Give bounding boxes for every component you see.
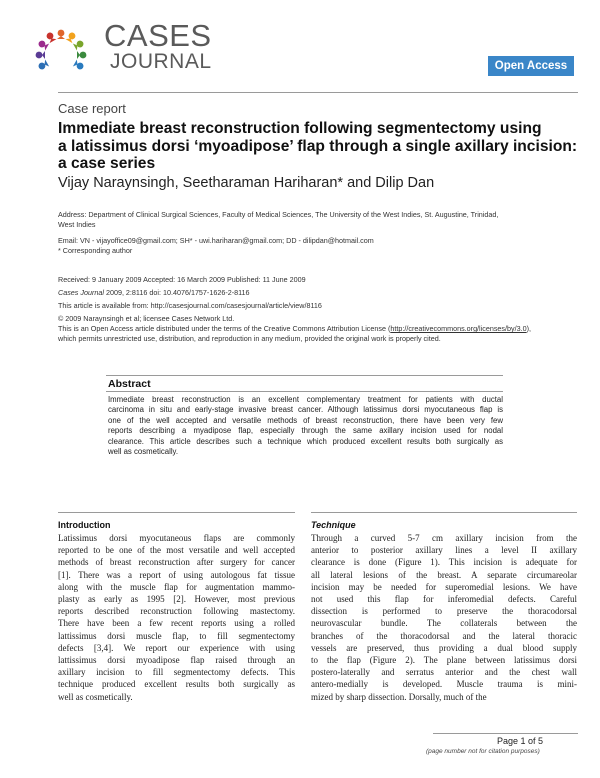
citation-details: 2009, 2:8116 doi: 10.4076/1757-1626-2-8116 xyxy=(103,288,250,297)
citation-line xyxy=(58,288,250,297)
address-line: Address: Department of Clinical Surgical Sciences, Faculty of Medical Sciences, The University of the West Indies, St. Augustine, Trinidad, xyxy=(58,210,499,219)
address-line: West Indies xyxy=(58,220,96,229)
license-line-2: which permits unrestricted use, distribution, and reproduction in any medium, provided the original work is properly cited. xyxy=(58,334,441,343)
copyright-line: © 2009 Naraynsingh et al; licensee Cases Network Ltd. xyxy=(58,314,235,323)
body-line: plasty as early as 1995 [2]. However, most previous xyxy=(58,594,295,605)
logo-figure xyxy=(73,60,85,72)
body-line: incision may be needed for superomedial lesions. We have xyxy=(311,581,577,592)
logo-figure xyxy=(36,51,45,59)
body-line: lattissimus dorsi muscle flap, to fill segmentectomy xyxy=(58,630,295,641)
body-line: methods of breast reconstruction after surgery for cancer xyxy=(58,557,295,568)
body-line: mized by sharp dissection. Dorsally, much of the xyxy=(311,691,487,702)
article-url-line: This article is available from: http://casesjournal.com/casesjournal/article/view/8116 xyxy=(58,301,322,310)
abstract-body xyxy=(108,395,503,457)
abstract-line: carcinoma in situ and early-stage invasive breast cancer. Although latissimus dorsi myocutaneous flap is xyxy=(108,405,503,415)
body-line: Latissimus dorsi myocutaneous flaps are commonly xyxy=(58,533,295,543)
logo-wordmark-journal: JOURNAL xyxy=(110,50,212,73)
body-line: reports described reconstruction following mastectomy. xyxy=(58,606,295,617)
logo-wordmark-cases: CASES xyxy=(104,18,212,53)
publication-dates: Received: 9 January 2009 Accepted: 16 March 2009 Published: 11 June 2009 xyxy=(58,275,306,284)
author-list: Vijay Naraynsingh, Seetharaman Hariharan* and Dilip Dan xyxy=(58,175,435,191)
abstract-line: well as cosmetically. xyxy=(108,447,179,457)
cases-journal-logo-icon xyxy=(23,18,103,78)
email-line: Email: VN - vijayoffice09@gmail.com; SH* - uwi.hariharan@gmail.com; DD - dilipdan@hotmail.com xyxy=(58,236,374,245)
technique-heading: Technique xyxy=(311,520,356,530)
technique-rule xyxy=(311,512,577,513)
body-line: to the flap (Figure 2). The plane between latissimus dorsi xyxy=(311,655,577,666)
header-divider xyxy=(58,92,578,93)
abstract-heading: Abstract xyxy=(108,378,151,390)
body-line: neurovascular bundle. The collaterals between the xyxy=(311,618,577,629)
citation-journal: Cases Journal xyxy=(58,288,104,297)
body-line: antero-medially is developed. Muscle trauma is mini- xyxy=(311,679,577,690)
body-line: along with the muscle flap for augmentation mammo- xyxy=(58,581,295,592)
article-title xyxy=(58,120,578,173)
corresponding-author-note: * Corresponding author xyxy=(58,246,133,255)
abstract-line: Immediate breast reconstruction is an excellent complementary treatment for patients with ductal xyxy=(108,395,503,404)
body-line: defects [3,4]. We report our experience with using xyxy=(58,642,295,653)
body-line: not used this flap for inferomedial defects. Careful xyxy=(311,594,577,605)
logo-figure xyxy=(73,39,85,51)
article-type-label: Case report xyxy=(58,101,126,116)
body-line: technique produced excellent results both surgically as xyxy=(58,679,295,690)
body-line: vessels are preserved, thus providing a dual blood supply xyxy=(311,642,577,653)
page-number: Page 1 of 5 xyxy=(497,736,544,746)
body-line: [1]. There was a report of using autologous fat tissue xyxy=(58,569,295,580)
body-line: lattissimus dorsi myoadipose flap raised through an xyxy=(58,655,295,666)
body-line: reported to be one of the most versatile and well accepted xyxy=(58,545,295,556)
page-number-note: (page number not for citation purposes) xyxy=(426,748,540,755)
abstract-line: one of the well accepted and versatile methods of breast reconstruction, there have been very few xyxy=(108,415,503,425)
body-line: well as cosmetically. xyxy=(58,691,133,702)
body-line: clearance is done (Figure 1). This incision is adequate for xyxy=(311,557,577,568)
introduction-body xyxy=(58,532,295,703)
body-line: dissection is performed to preserve the thoracodorsal xyxy=(311,606,577,617)
logo-figure xyxy=(66,31,78,43)
body-line: anterior to posterior axillary lines a level II axillary xyxy=(311,545,577,556)
logo-figure xyxy=(37,60,49,72)
abstract-line: reports describing a myadipose flap, especially through the same axillary incision used for nodal xyxy=(108,426,503,436)
body-line: postero-laterally and serratus anterior and the chest wall xyxy=(311,667,577,678)
technique-body xyxy=(311,532,577,703)
open-access-badge: Open Access xyxy=(488,56,574,76)
body-line: Through a curved 5-7 cm axillary incision from the xyxy=(311,533,577,543)
footer-rule xyxy=(433,733,578,734)
abstract-top-rule xyxy=(106,375,503,376)
body-line: axillary incision to fill segmentectomy defects. This xyxy=(58,667,295,678)
abstract-line: clearance. This article describes such a technique which produced excellent results both surgically as xyxy=(108,436,503,446)
title-line: a latissimus dorsi ‘myoadipose’ flap through a single axillary incision: xyxy=(58,137,578,155)
logo-figure xyxy=(37,39,49,51)
body-line: all lateral lesions of the breast. A separate circumareolar xyxy=(311,569,577,580)
body-line: branches of the thoracodorsal and the lateral thoracic xyxy=(311,630,577,641)
abstract-heading-rule xyxy=(106,391,503,392)
license-line: This is an Open Access article distributed under the terms of the Creative Commons Attribution License (http://creativecommons.org/licenses/by/3.0), xyxy=(58,324,531,333)
introduction-rule xyxy=(58,512,295,513)
body-line: There have been a few recent reports using a rolled xyxy=(58,618,295,629)
title-line: a case series xyxy=(58,155,156,172)
title-line: Immediate breast reconstruction following segmentectomy using xyxy=(58,120,542,137)
logo-figure xyxy=(45,31,57,43)
logo-figure xyxy=(57,30,65,39)
introduction-heading: Introduction xyxy=(58,520,111,530)
logo-figure xyxy=(77,51,86,59)
license-link[interactable]: http://creativecommons.org/licenses/by/3.0 xyxy=(390,324,527,333)
